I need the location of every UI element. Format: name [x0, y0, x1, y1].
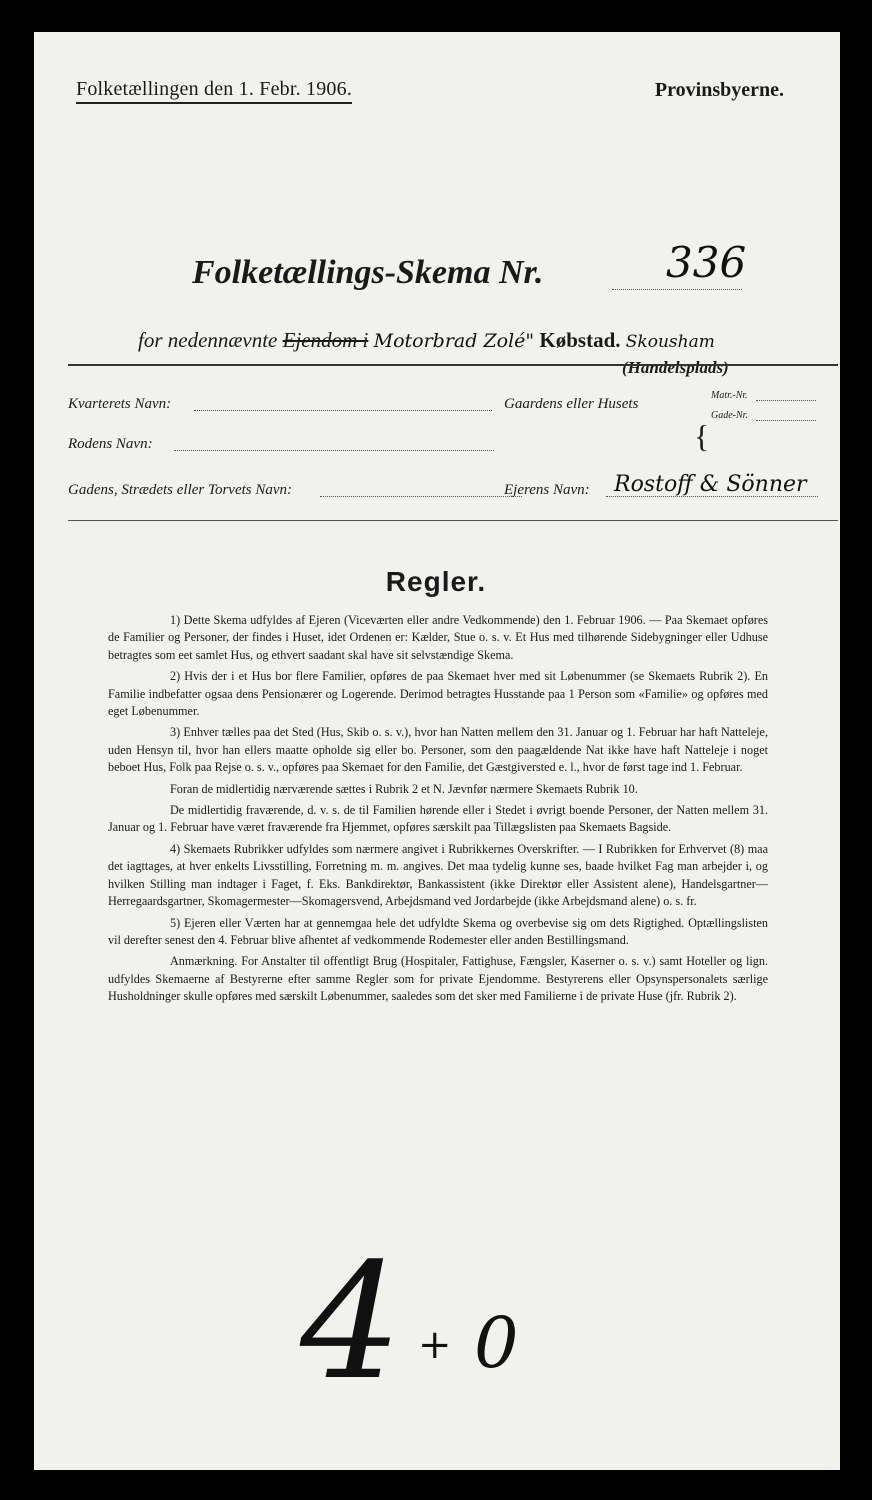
rule-paragraph: Foran de midlertidig nærværende sættes i Rubrik 2 et N. Jævnfør nærmere Skemaets Rubrik 10. [170, 781, 638, 796]
handelsplads-label: (Handelsplads) [622, 358, 729, 377]
handwritten-four: 4 [300, 1228, 402, 1415]
struck-text: Ejendom i [282, 328, 369, 352]
gade-nr-line [756, 420, 816, 421]
rule-paragraph: De midlertidig fraværende, d. v. s. de til Familien hørende eller i Stedet i øvrigt boende Personer, der Natten mellem 31. Januar og 1. Februar have været fraværende fra Hjemmet, opføres særskilt paa Tillægslisten paa Skemaets Bagside. [108, 803, 768, 835]
gade-nr-label: Gade-Nr. [711, 410, 748, 421]
kvarter-line [194, 410, 492, 411]
divider-bottom [68, 520, 838, 521]
handwritten-zero: 0 [474, 1302, 519, 1384]
matr-line [756, 400, 816, 401]
handwritten-location: Motorbrad Zolé" [373, 330, 535, 352]
brace: { [694, 418, 710, 454]
rules-text [108, 612, 768, 1010]
rule-paragraph: 5) Ejeren eller Værten har at gennemgaa hele det udfyldte Skema og overbevise sig om dets Rigtighed. Optællingslisten vil derefter senest den 4. Februar blive afhentet af vedkommende Rodemester eller anden Bestillingsmand. [108, 915, 768, 947]
ejer-label: Ejerens Navn: [504, 482, 590, 498]
handwritten-town: Skousham [625, 332, 715, 352]
for-prefix: for nedennævnte [138, 328, 278, 352]
kobstad-label: Købstad. [539, 328, 621, 352]
rode-label: Rodens Navn: [68, 436, 153, 452]
form-number: 336 [666, 238, 747, 287]
rule-paragraph: 1) Dette Skema udfyldes af Ejeren (Viceværten eller andre Vedkommende) den 1. Februar 1906. — Paa Skemaet opføres de Familier og Personer, der findes i Huset, idet Ordenen er: Kælder, Stue o. s. v. Et Hus med tilhørende Sidebygninger eller Udhuse betragtes som eet samlet Hus, og ethvert saadant skal have sit selvstændige Skema. [108, 613, 768, 662]
gaard-label: Gaardens eller Husets [504, 396, 639, 412]
gade-line [320, 496, 522, 497]
form-title: Folketællings-Skema Nr. [192, 254, 544, 291]
rule-paragraph: 2) Hvis der i et Hus bor flere Familier, opføres de paa Skemaet hver med sit Løbenummer (se Skemaets Rubrik 2). En Familie indbefatter ogsaa dens Pensionærer og Logerende. Derimod betragtes Husstande paa 1 Person som «Familie» og opføres med eget Løbenummer. [108, 669, 768, 719]
kvarter-label: Kvarterets Navn: [68, 396, 172, 412]
remark-paragraph: Anmærkning. For Anstalter til offentligt Brug (Hospitaler, Fattighuse, Fængsler, Kaserner o. s. v.) samt Hoteller og lign. udfyldes Skemaerne af Bestyrerne efter samme Regler som for private Ejendomme. Bestyrerens eller Opsynspersonalets særlige Husholdninger skulle opføres med særskilt Løbenummer, saaledes som det sker med Familierne i de private Huse (jfr. Rubrik 2). [108, 954, 768, 1004]
for-line [138, 328, 715, 353]
rules-heading: Regler. [385, 566, 487, 597]
title-number-line [612, 289, 742, 290]
region-header: Provinsbyerne. [654, 79, 784, 101]
owner-name: Rostoff & Sönner [614, 472, 807, 497]
matr-label: Matr.-Nr. [711, 390, 748, 401]
handwritten-plus: + [418, 1322, 452, 1368]
census-header: Folketællingen den 1. Febr. 1906. [76, 78, 352, 104]
gade-label: Gadens, Strædets eller Torvets Navn: [68, 482, 293, 498]
rode-line [174, 450, 494, 451]
rule-paragraph: 4) Skemaets Rubrikker udfyldes som nærmere angivet i Rubrikkernes Overskrifter. — I Rubrikken for Erhvervet (8) maa det iagttages, at hver enkelts Livsstilling, Forretning m. m. angives. Det maa tydelig kunne ses, baade hvilket Fag man arbejder i, og hvilken Stilling man indtager i Faget, f. Eks. Bankdirektør, Bankassistent (ikke Direktør eller Assistent alene), Handelsgartner—Herregaardsgartner, Skomagermester—Skomagersvend, Arbejdsmand ved Jordarbejde (ikke Arbejdsmand alene) o. s. fr. [108, 841, 768, 909]
rule-paragraph: 3) Enhver tælles paa det Sted (Hus, Skib o. s. v.), hvor han Natten mellem den 31. Januar og 1. Februar har haft Natteleje, uden Hensyn til, hvor han ellers maatte opholde sig eller bo. Personer, som den paagældende Nat ikke have haft Natteleje i noget beboet Hus, Folk paa Rejse o. s. v., opføres paa Skemaet for den Familie, det Gæstgiversted e. l., hvor de først tage ind 1. Februar. [108, 725, 768, 775]
divider-top [68, 364, 838, 366]
